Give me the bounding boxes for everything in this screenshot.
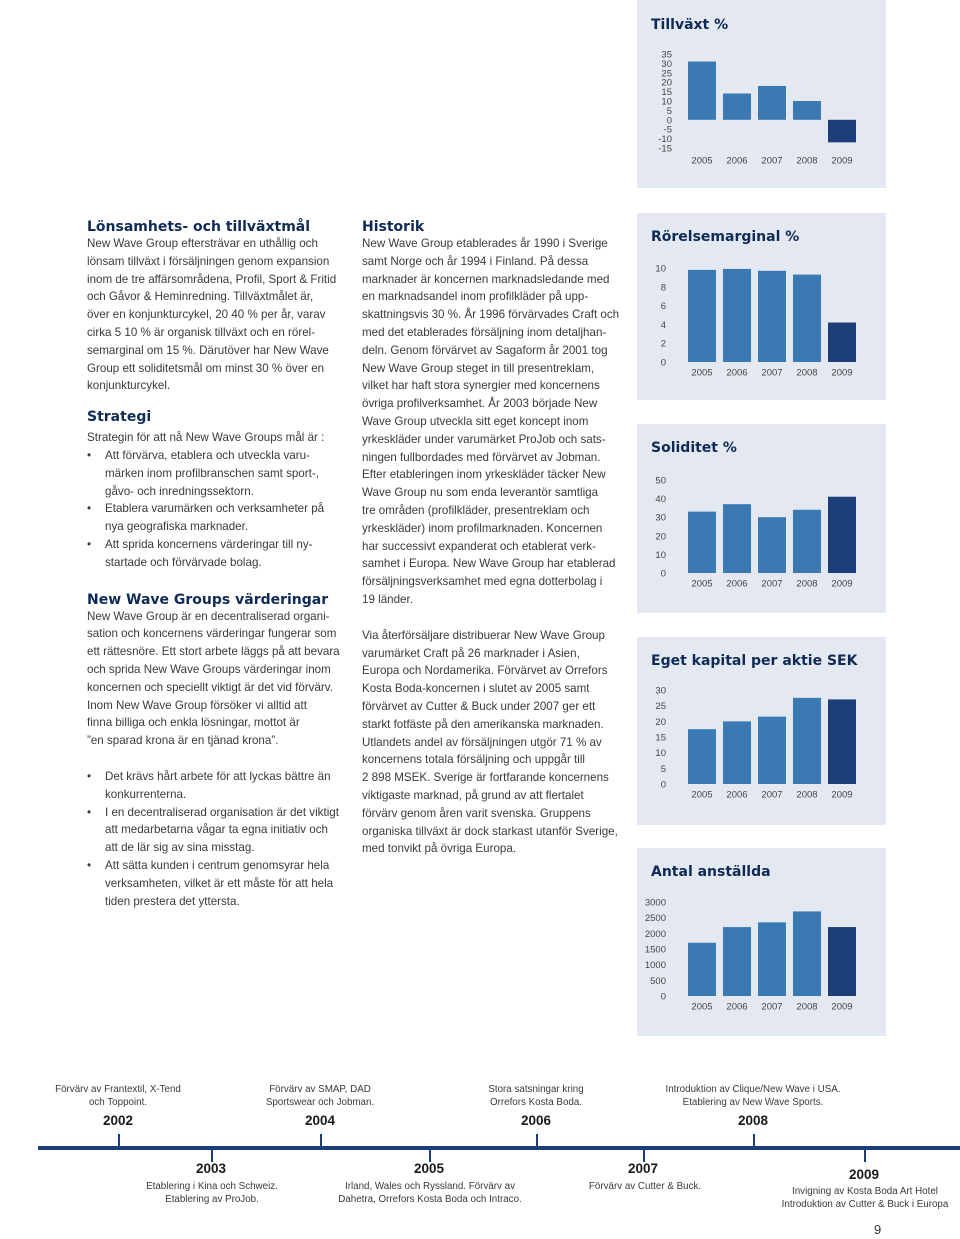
y-tick-label: -10 xyxy=(658,134,672,146)
chart-panel-equity-per-share xyxy=(637,637,886,825)
timeline-2002-text: Förvärv av Frantextil, X-Tend och Toppoint. xyxy=(55,1084,181,1108)
chart-panel-growth xyxy=(637,0,886,188)
text-line: övriga profilverksamhet. År 2003 började New xyxy=(362,397,598,411)
strategy-list xyxy=(87,447,349,572)
y-tick-label: 500 xyxy=(650,975,666,987)
chart-panel-solidity xyxy=(637,424,886,613)
chart-title-growth: Tillväxt % xyxy=(651,17,729,33)
bar-2008 xyxy=(793,698,821,784)
y-tick-label: 2 xyxy=(660,338,666,350)
text-line: New Wave Group steget in till presentreklam, xyxy=(362,361,595,375)
text-line: försäljningsverksamhet med egna dotterbolag i xyxy=(362,575,603,589)
chart-panel-operating-margin xyxy=(637,213,886,400)
text-line: Europa och Nordamerika. Förvärvet av Orrefors xyxy=(362,664,608,678)
text-line: deln. Genom förvärvet av Sagaform år 2001 tog xyxy=(362,343,608,357)
text-line: 19 länder. xyxy=(362,592,413,606)
bar-2007 xyxy=(758,717,786,784)
text-line: över en konjunkturcykel, 20 40 % per år, varav xyxy=(87,308,326,322)
y-tick-label: 8 xyxy=(660,282,666,294)
text-line: New Wave Group etablerades år 1990 i Sverige xyxy=(362,237,608,250)
chart-equity-per-share xyxy=(637,637,886,825)
y-tick-label: 1500 xyxy=(644,944,666,956)
text-line: ”en sparad krona är en tjänad krona”. xyxy=(87,734,279,748)
bar-2006 xyxy=(723,927,751,996)
bar-2007 xyxy=(758,922,786,996)
y-tick-label: 0 xyxy=(660,568,666,580)
values-text xyxy=(87,608,349,750)
text-line: Efter etableringen inom yrkeskläder täcker New xyxy=(362,468,606,482)
y-tick-label: 35 xyxy=(661,49,672,61)
y-tick-label: 0 xyxy=(666,115,672,127)
left-column xyxy=(87,219,349,910)
y-tick-label: -15 xyxy=(658,143,672,155)
text-line: Group ett soliditetsmål om minst 30 % över en xyxy=(87,361,325,375)
x-tick-label: 2005 xyxy=(691,1001,713,1013)
bullet-line: nya geografiska marknader. xyxy=(105,520,249,534)
timeline-year-2003: 2003 xyxy=(195,1161,227,1176)
bullet-line: tiden prestera det yttersta. xyxy=(105,894,240,908)
x-tick-label: 2008 xyxy=(796,155,818,167)
bullet-line: märken inom profilbranschen samt sport-, xyxy=(105,466,319,480)
y-tick-label: 3000 xyxy=(644,897,666,909)
bar-2006 xyxy=(723,269,751,362)
x-tick-label: 2009 xyxy=(831,155,853,167)
x-tick-label: 2006 xyxy=(726,578,748,590)
text-line: cirka 5 10 % är organisk tillväxt och en rörel- xyxy=(87,325,316,339)
y-tick-label: 30 xyxy=(655,512,666,524)
text-line: Utlandets andel av försäljningen utgör 71 % av xyxy=(362,735,602,749)
text-line: förvärv genom åren varit svenska. Gruppens xyxy=(362,806,591,820)
text-line: och sprida New Wave Groups värderingar inom xyxy=(87,662,331,676)
chart-title-solidity: Soliditet % xyxy=(651,440,737,456)
x-tick-label: 2009 xyxy=(831,789,853,801)
bar-2005 xyxy=(688,943,716,996)
y-tick-label: 5 xyxy=(660,763,666,775)
y-tick-label: 10 xyxy=(655,549,666,561)
text-line: förvärvet av Cutter & Buck under 2007 ger ett xyxy=(362,699,596,713)
text-line: vilket har haft stora synergier med koncernens xyxy=(362,379,600,393)
timeline-2005-text: Irland, Wales och Ryssland. Förvärv av Dahetra, Orrefors Kosta Boda och Intraco. xyxy=(338,1181,522,1205)
chart-title-employees: Antal anställda xyxy=(651,864,771,880)
y-tick-label: 10 xyxy=(655,748,666,760)
timeline-2003-text: Etablering i Kina och Schweiz. Etablering av ProJob. xyxy=(146,1181,278,1205)
text-line: finna billiga och enkla lösningar, mottot är xyxy=(87,716,300,730)
bar-2008 xyxy=(793,510,821,573)
section-title-profitability: Lönsamhets- och tillväxtmål xyxy=(87,219,311,235)
timeline-year-2004: 2004 xyxy=(304,1113,336,1128)
y-tick-label: 4 xyxy=(660,319,666,331)
text-line: organiska tillväxt är dock starkast utanför Sverige, xyxy=(362,824,618,838)
timeline-year-2008: 2008 xyxy=(737,1113,769,1128)
x-tick-label: 2005 xyxy=(691,367,713,379)
bar-2008 xyxy=(793,101,821,120)
timeline-tick xyxy=(118,1134,120,1150)
x-tick-label: 2005 xyxy=(691,578,713,590)
timeline-year-2006: 2006 xyxy=(520,1113,552,1128)
timeline-2008-text: Introduktion av Clique/New Wave i USA. Etablering av New Wave Sports. xyxy=(665,1084,841,1108)
chart-title-operating-margin: Rörelsemarginal % xyxy=(651,229,800,245)
bullet-line: konkurrenterna. xyxy=(105,787,187,801)
text-line: konjunkturcykel. xyxy=(87,379,171,393)
y-tick-label: 20 xyxy=(655,531,666,543)
bullet-line: verksamheten, vilket är ett måste för att hela xyxy=(105,876,334,890)
text-line: Wave Group utveckla sitt eget koncept inom xyxy=(362,414,589,428)
bar-2009 xyxy=(828,120,856,143)
text-line: 2 898 MSEK. Sverige är fortfarande koncernens xyxy=(362,771,609,785)
bar-2008 xyxy=(793,275,821,362)
timeline-year-2002: 2002 xyxy=(102,1113,134,1128)
bar-2005 xyxy=(688,270,716,362)
timeline-tick xyxy=(211,1146,213,1162)
chart-growth xyxy=(637,0,886,188)
y-tick-label: 2500 xyxy=(644,913,666,925)
bar-2009 xyxy=(828,699,856,784)
bar-2009 xyxy=(828,497,856,573)
bullet-line: • Att sätta kunden i centrum genomsyrar hela xyxy=(105,858,330,872)
text-line: koncernen och speciellt viktigt är det vid förvärv. xyxy=(87,680,333,694)
bar-2006 xyxy=(723,93,751,119)
middle-column xyxy=(362,219,624,858)
x-tick-label: 2007 xyxy=(761,155,783,167)
text-line: inom de tre affärsområdena, Profil, Sport & Fritid xyxy=(87,272,337,286)
bullet-item xyxy=(87,804,349,857)
text-line: marknader är koncernen marknadsledande med xyxy=(362,272,610,286)
timeline xyxy=(0,1070,960,1239)
timeline-tick xyxy=(429,1146,431,1162)
text-line: samt Norge och år 1994 i Finland. På dessa xyxy=(362,254,589,268)
y-tick-label: 20 xyxy=(655,716,666,728)
x-tick-label: 2008 xyxy=(796,367,818,379)
bullet-line: • Att sprida koncernens värderingar till ny- xyxy=(105,537,313,551)
chart-employees xyxy=(637,848,886,1036)
text-line: Inom New Wave Group försöker vi alltid att xyxy=(87,698,307,712)
text-line: Via återförsäljare distribuerar New Wave Group xyxy=(362,628,605,642)
x-tick-label: 2007 xyxy=(761,367,783,379)
timeline-axis xyxy=(38,1146,960,1150)
x-tick-label: 2005 xyxy=(691,155,713,167)
text-line: ningen fullbordades med förvärvet av Jobman. xyxy=(362,450,601,464)
timeline-year-2009: 2009 xyxy=(848,1167,880,1182)
bullet-item xyxy=(87,857,349,910)
timeline-tick xyxy=(536,1134,538,1150)
text-line: och Gåvor & Heminredning. Tillväxtmålet är, xyxy=(87,290,314,304)
y-tick-label: 10 xyxy=(655,263,666,275)
x-tick-label: 2009 xyxy=(831,1001,853,1013)
bullet-line: • Det krävs hårt arbete för att lyckas bättre än xyxy=(105,769,331,783)
timeline-2007-text: Förvärv av Cutter & Buck. xyxy=(588,1181,702,1192)
text-line: yrkeskläder under varumärket ProJob och sats- xyxy=(362,432,606,446)
text-line: tre områden (profilkläder, presentreklam och xyxy=(362,503,590,517)
x-tick-label: 2008 xyxy=(796,578,818,590)
timeline-tick xyxy=(864,1146,866,1162)
x-tick-label: 2006 xyxy=(726,1001,748,1013)
x-tick-label: 2007 xyxy=(761,578,783,590)
y-tick-label: 5 xyxy=(666,105,672,117)
text-line: ett rättesnöre. Ett stort arbete läggs på att bevara xyxy=(87,645,340,659)
text-line: New Wave Group är en decentraliserad organi- xyxy=(87,609,330,623)
text-line: starkt fotfäste på den amerikanska marknaden. xyxy=(362,717,604,731)
timeline-tick xyxy=(753,1134,755,1150)
y-tick-label: 2000 xyxy=(644,928,666,940)
bullet-line: startade och förvärvade bolag. xyxy=(105,555,262,569)
strategy-intro: Strategin för att nå New Wave Groups mål är : xyxy=(87,431,325,445)
chart-title-equity-per-share: Eget kapital per aktie SEK xyxy=(651,653,858,669)
y-tick-label: 40 xyxy=(655,494,666,506)
text-line: viktigaste marknad, på grund av att flertalet xyxy=(362,788,584,802)
values-list xyxy=(87,768,349,910)
text-line: har successivt expanderat och etablerat verk- xyxy=(362,539,596,553)
bar-2009 xyxy=(828,927,856,996)
chart-panel-employees xyxy=(637,848,886,1036)
text-line: skattningsvis 30 %. År 1996 förvärvades Craft och xyxy=(362,308,620,322)
x-tick-label: 2008 xyxy=(796,789,818,801)
y-tick-label: -5 xyxy=(663,124,672,136)
text-line: koncernens totala försäljning och uppgår till xyxy=(362,753,585,767)
chart-operating-margin xyxy=(637,213,886,400)
bar-2008 xyxy=(793,911,821,996)
text-line: lönsam tillväxt i försäljningen genom expansion xyxy=(87,254,330,268)
timeline-year-2007: 2007 xyxy=(627,1161,659,1176)
history-text-2 xyxy=(362,627,624,858)
bullet-item xyxy=(87,500,349,536)
y-tick-label: 15 xyxy=(655,732,666,744)
bullet-item xyxy=(87,768,349,804)
bullet-line: gåvo- och inredningssektorn. xyxy=(105,484,254,498)
section-title-strategy: Strategi xyxy=(87,409,152,426)
y-tick-label: 30 xyxy=(661,58,672,70)
timeline-2004-text: Förvärv av SMAP, DAD Sportswear och Jobman. xyxy=(265,1084,375,1108)
y-tick-label: 1000 xyxy=(644,960,666,972)
bullet-line: att medarbetarna vågar ta egna initiativ och xyxy=(105,823,328,837)
text-line: samhet i Europa. New Wave Group har etablerad xyxy=(362,557,616,571)
chart-solidity xyxy=(637,424,886,613)
y-tick-label: 15 xyxy=(661,87,672,99)
x-tick-label: 2007 xyxy=(761,1001,783,1013)
bullet-item xyxy=(87,447,349,500)
text-line: med tonvikt på övriga Europa. xyxy=(362,842,517,856)
x-tick-label: 2008 xyxy=(796,1001,818,1013)
y-tick-label: 25 xyxy=(661,68,672,80)
bar-2007 xyxy=(758,271,786,362)
page-number: 9 xyxy=(874,1222,882,1237)
x-tick-label: 2006 xyxy=(726,155,748,167)
bar-2005 xyxy=(688,62,716,120)
x-tick-label: 2007 xyxy=(761,789,783,801)
x-tick-label: 2006 xyxy=(726,789,748,801)
y-tick-label: 0 xyxy=(660,357,666,369)
y-tick-label: 20 xyxy=(661,77,672,89)
timeline-year-2005: 2005 xyxy=(413,1161,445,1176)
y-tick-label: 0 xyxy=(660,779,666,791)
section-title-values: New Wave Groups värderingar xyxy=(87,591,329,608)
y-tick-label: 0 xyxy=(660,991,666,1003)
history-text-1 xyxy=(362,235,624,609)
bullet-line: att de lär sig av sina misstag. xyxy=(105,841,255,855)
bullet-line: • Etablera varumärken och verksamheter på xyxy=(105,502,325,516)
bar-2007 xyxy=(758,86,786,120)
bullet-item xyxy=(87,536,349,572)
x-tick-label: 2005 xyxy=(691,789,713,801)
text-line: semarginal om 15 %. Därutöver har New Wave xyxy=(87,343,329,357)
text-line: med det etablerades försäljning inom detaljhan- xyxy=(362,325,607,339)
y-tick-label: 50 xyxy=(655,475,666,487)
text-line: Kosta Boda-koncernen i slutet av 2005 samt xyxy=(362,682,590,696)
timeline-2006-text: Stora satsningar kring Orrefors Kosta Boda. xyxy=(488,1084,584,1108)
bar-2005 xyxy=(688,512,716,573)
x-tick-label: 2006 xyxy=(726,367,748,379)
timeline-2009-text: Invigning av Kosta Boda Art Hotel Introduktion av Cutter & Buck i Europa xyxy=(781,1186,949,1210)
text-line: yrkeskläder) inom profilmarknaden. Koncernen xyxy=(362,521,603,535)
y-tick-label: 6 xyxy=(660,301,666,313)
text-line: en marknadsandel inom profilkläder på upp- xyxy=(362,290,589,304)
bullet-line: • I en decentraliserad organisation är det viktigt xyxy=(105,805,339,819)
x-tick-label: 2009 xyxy=(831,367,853,379)
bar-2006 xyxy=(723,504,751,573)
text-line: New Wave Group eftersträvar en uthållig och xyxy=(87,237,318,250)
x-tick-label: 2009 xyxy=(831,578,853,590)
timeline-tick xyxy=(320,1134,322,1150)
profitability-text xyxy=(87,235,349,395)
bullet-line: • Att förvärva, etablera och utveckla varu- xyxy=(105,448,310,462)
text-line: sation och koncernens värderingar fungerar som xyxy=(87,627,337,641)
timeline-tick xyxy=(643,1146,645,1162)
bar-2007 xyxy=(758,517,786,573)
bar-2006 xyxy=(723,721,751,784)
y-tick-label: 10 xyxy=(661,96,672,108)
text-line: varumärket Craft på 26 marknader i Asien, xyxy=(362,646,580,660)
y-tick-label: 25 xyxy=(655,701,666,713)
y-tick-label: 30 xyxy=(655,685,666,697)
text-line: Wave Group nu som enda leverantör samtliga xyxy=(362,486,599,500)
section-title-history: Historik xyxy=(362,219,425,235)
bar-2005 xyxy=(688,729,716,784)
bar-2009 xyxy=(828,323,856,362)
